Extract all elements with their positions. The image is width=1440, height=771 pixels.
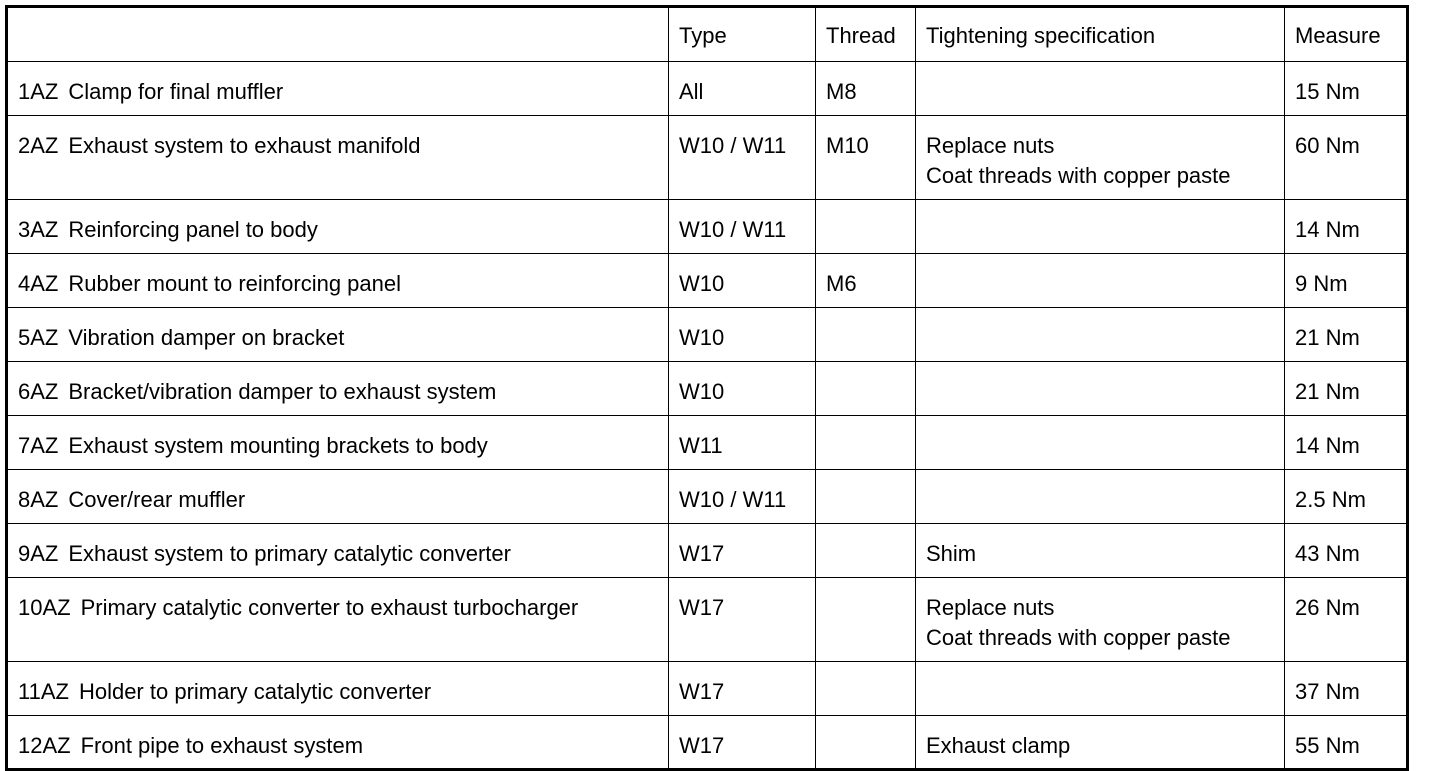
table-row bbox=[7, 308, 1408, 362]
cell-item bbox=[7, 362, 669, 416]
table-row bbox=[7, 416, 1408, 470]
cell-type: W10 / W11 bbox=[669, 116, 816, 200]
table-row bbox=[7, 116, 1408, 200]
item-code: 9AZ bbox=[18, 541, 59, 566]
cell-item bbox=[7, 578, 669, 662]
item-code: 4AZ bbox=[18, 271, 59, 296]
cell-item bbox=[7, 416, 669, 470]
table-row bbox=[7, 200, 1408, 254]
cell-type: W17 bbox=[669, 662, 816, 716]
specification-line: Replace nuts bbox=[926, 133, 1055, 158]
item-code: 10AZ bbox=[18, 595, 71, 620]
specification-line: Shim bbox=[926, 541, 977, 566]
cell-type: W10 bbox=[669, 362, 816, 416]
item-description: Clamp for final muffler bbox=[68, 79, 284, 104]
cell-item bbox=[7, 524, 669, 578]
item-code: 11AZ bbox=[18, 679, 69, 704]
cell-tightening-specification bbox=[916, 62, 1285, 116]
cell-thread bbox=[816, 716, 916, 770]
cell-measure: 9 Nm bbox=[1285, 254, 1408, 308]
cell-thread bbox=[816, 662, 916, 716]
cell-thread bbox=[816, 200, 916, 254]
cell-type: W10 / W11 bbox=[669, 200, 816, 254]
cell-measure: 37 Nm bbox=[1285, 662, 1408, 716]
cell-measure: 14 Nm bbox=[1285, 416, 1408, 470]
cell-measure: 21 Nm bbox=[1285, 362, 1408, 416]
cell-thread bbox=[816, 416, 916, 470]
cell-thread bbox=[816, 362, 916, 416]
cell-tightening-specification bbox=[916, 200, 1285, 254]
item-code: 5AZ bbox=[18, 325, 59, 350]
header-measure: Measure bbox=[1285, 7, 1408, 62]
cell-thread bbox=[816, 470, 916, 524]
item-code: 6AZ bbox=[18, 379, 59, 404]
cell-type: W10 / W11 bbox=[669, 470, 816, 524]
cell-thread: M10 bbox=[816, 116, 916, 200]
cell-measure: 14 Nm bbox=[1285, 200, 1408, 254]
item-code: 2AZ bbox=[18, 133, 59, 158]
item-description: Exhaust system mounting brackets to body bbox=[68, 433, 488, 458]
cell-type: W17 bbox=[669, 524, 816, 578]
item-code: 1AZ bbox=[18, 79, 59, 104]
table-header-row bbox=[7, 7, 1408, 62]
cell-item bbox=[7, 254, 669, 308]
item-code: 3AZ bbox=[18, 217, 59, 242]
cell-item bbox=[7, 116, 669, 200]
table-row bbox=[7, 254, 1408, 308]
table-row bbox=[7, 470, 1408, 524]
cell-tightening-specification bbox=[916, 362, 1285, 416]
cell-tightening-specification bbox=[916, 116, 1285, 200]
header-description bbox=[7, 7, 669, 62]
item-description: Exhaust system to primary catalytic converter bbox=[68, 541, 511, 566]
cell-item bbox=[7, 308, 669, 362]
cell-item bbox=[7, 200, 669, 254]
table-row bbox=[7, 662, 1408, 716]
cell-tightening-specification bbox=[916, 416, 1285, 470]
tightening-torque-table bbox=[5, 5, 1409, 771]
cell-type: W17 bbox=[669, 578, 816, 662]
specification-line: Coat threads with copper paste bbox=[926, 163, 1231, 188]
header-tightening-specification: Tightening specification bbox=[916, 7, 1285, 62]
table-body bbox=[7, 62, 1408, 770]
table-row bbox=[7, 716, 1408, 770]
cell-item bbox=[7, 470, 669, 524]
item-description: Primary catalytic converter to exhaust turbocharger bbox=[80, 595, 579, 620]
header-type: Type bbox=[669, 7, 816, 62]
cell-tightening-specification bbox=[916, 470, 1285, 524]
cell-item bbox=[7, 62, 669, 116]
cell-thread bbox=[816, 524, 916, 578]
item-description: Holder to primary catalytic converter bbox=[78, 679, 432, 704]
cell-thread bbox=[816, 308, 916, 362]
cell-tightening-specification bbox=[916, 578, 1285, 662]
item-code: 8AZ bbox=[18, 487, 59, 512]
cell-thread: M8 bbox=[816, 62, 916, 116]
item-description: Bracket/vibration damper to exhaust system bbox=[68, 379, 497, 404]
cell-thread: M6 bbox=[816, 254, 916, 308]
cell-measure: 15 Nm bbox=[1285, 62, 1408, 116]
item-description: Exhaust system to exhaust manifold bbox=[68, 133, 421, 158]
cell-type: W10 bbox=[669, 254, 816, 308]
cell-measure: 2.5 Nm bbox=[1285, 470, 1408, 524]
item-description: Reinforcing panel to body bbox=[68, 217, 318, 242]
cell-tightening-specification bbox=[916, 662, 1285, 716]
cell-measure: 43 Nm bbox=[1285, 524, 1408, 578]
cell-measure: 26 Nm bbox=[1285, 578, 1408, 662]
item-description: Vibration damper on bracket bbox=[68, 325, 345, 350]
cell-tightening-specification bbox=[916, 716, 1285, 770]
cell-type: All bbox=[669, 62, 816, 116]
specification-line: Coat threads with copper paste bbox=[926, 625, 1231, 650]
item-code: 7AZ bbox=[18, 433, 59, 458]
cell-measure: 60 Nm bbox=[1285, 116, 1408, 200]
cell-tightening-specification bbox=[916, 308, 1285, 362]
table-row bbox=[7, 62, 1408, 116]
cell-tightening-specification bbox=[916, 254, 1285, 308]
item-description: Cover/rear muffler bbox=[68, 487, 246, 512]
table-row bbox=[7, 524, 1408, 578]
cell-item bbox=[7, 662, 669, 716]
cell-type: W10 bbox=[669, 308, 816, 362]
item-code: 12AZ bbox=[18, 733, 71, 758]
cell-type: W17 bbox=[669, 716, 816, 770]
cell-thread bbox=[816, 578, 916, 662]
item-description: Rubber mount to reinforcing panel bbox=[68, 271, 402, 296]
specification-line: Exhaust clamp bbox=[926, 733, 1071, 758]
specification-line: Replace nuts bbox=[926, 595, 1055, 620]
table-row bbox=[7, 362, 1408, 416]
cell-measure: 55 Nm bbox=[1285, 716, 1408, 770]
cell-item bbox=[7, 716, 669, 770]
table-row bbox=[7, 578, 1408, 662]
header-thread: Thread bbox=[816, 7, 916, 62]
cell-measure: 21 Nm bbox=[1285, 308, 1408, 362]
item-description: Front pipe to exhaust system bbox=[80, 733, 364, 758]
cell-tightening-specification bbox=[916, 524, 1285, 578]
cell-type: W11 bbox=[669, 416, 816, 470]
